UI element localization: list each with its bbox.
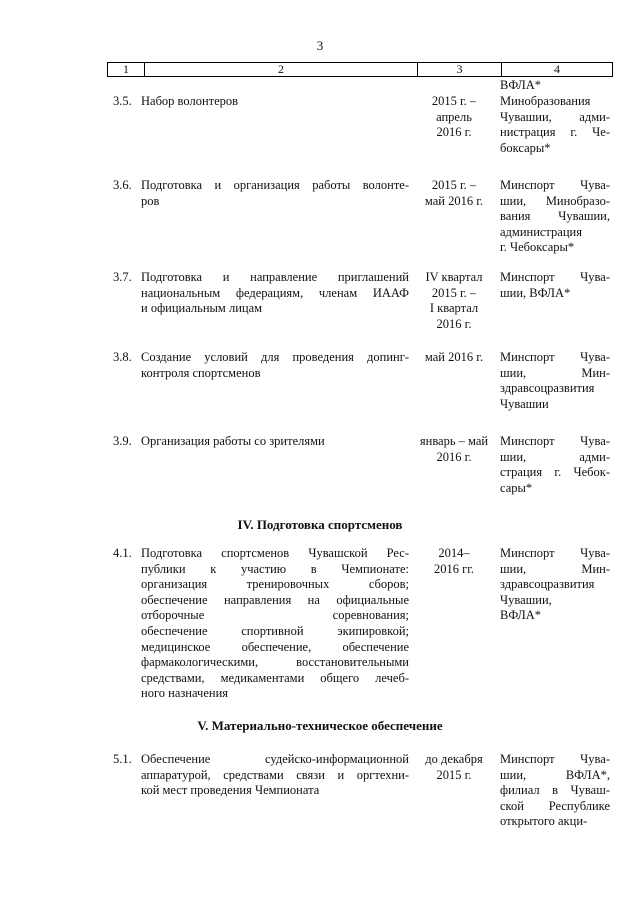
term-text (412, 94, 496, 141)
executor-line: Минспорт Чува- (500, 178, 610, 192)
task-line: и официальным лицам (141, 301, 263, 316)
executor-line: Минобразования (500, 94, 591, 108)
term-text (412, 546, 496, 577)
executor-line: ской Республике (500, 798, 610, 813)
executor-line: г. Чебоксары* (500, 240, 575, 255)
task-line: Подготовка спортсменов Чувашской Рес- (141, 546, 409, 560)
executor-text (500, 434, 610, 496)
executor-line: шии, Минобразо- (500, 193, 610, 208)
task-text (141, 178, 409, 209)
term-line: 2016 г. (436, 449, 472, 464)
executor-line: шии, ВФЛА*, (500, 767, 610, 782)
task-line: организация тренировочных сборов; (141, 577, 409, 592)
task-line: Набор волонтеров (141, 94, 239, 108)
task-line: обеспечение спортивной экипировкой; (141, 623, 409, 638)
term-line: 2015 г. – (431, 94, 477, 108)
term-line: 2016 гг. (433, 561, 475, 576)
executor-text (500, 350, 610, 412)
task-text (141, 434, 409, 450)
row-number: 3.6. (113, 178, 132, 192)
term-line: 2015 г. (436, 767, 472, 782)
executor-line: шии, Мин- (500, 365, 610, 380)
term-line: 2016 г. (436, 316, 472, 331)
executor-line: страция г. Чебок- (500, 465, 610, 480)
executor-line: Минспорт Чува- (500, 752, 610, 766)
task-line: медицинское обеспечение, обеспечение (141, 639, 409, 654)
term-line: май 2016 г. (424, 350, 484, 364)
executor-line: шии, ВФЛА* (500, 285, 571, 300)
executor-line: Минспорт Чува- (500, 350, 610, 364)
header-col-3: 3 (456, 62, 463, 76)
executor-line: Чувашии, адми- (500, 109, 610, 124)
row-number: 3.5. (113, 94, 132, 108)
executor-line: шии, адми- (500, 449, 610, 464)
term-line: май 2016 г. (424, 193, 484, 208)
table-header (107, 62, 613, 77)
task-text (141, 94, 409, 110)
executor-line: ВФЛА* (500, 608, 542, 623)
page-number: 3 (316, 38, 324, 53)
task-line: Обеспечение судейско-информационной (141, 752, 409, 766)
executor-line: открытого акци- (500, 814, 588, 829)
executor-text (500, 178, 610, 256)
task-line: фармакологическими, восстановительными (141, 655, 409, 670)
executor-line: Чувашии, (500, 592, 552, 607)
executor-line: Минспорт Чува- (500, 434, 610, 448)
carry-over-executor: ВФЛА* (500, 78, 542, 92)
header-col-4: 4 (554, 62, 560, 76)
executor-line: Минспорт Чува- (500, 270, 610, 284)
executor-line: шии, Мин- (500, 561, 610, 576)
term-line: январь – май (419, 434, 489, 448)
task-line: публики к участию в Чемпионате: (141, 561, 409, 576)
term-text (412, 178, 496, 209)
row-number: 5.1. (113, 752, 132, 766)
executor-line: здравсоцразвития (500, 381, 595, 396)
task-line: обеспечение направления на официальные (141, 592, 409, 607)
task-line: кой мест проведения Чемпионата (141, 783, 320, 798)
task-text (141, 350, 409, 381)
term-text (412, 350, 496, 366)
task-line: ного назначения (141, 686, 229, 701)
section-heading-5: V. Материально-техническое обеспечение (197, 718, 443, 733)
executor-line: нистрация г. Че- (500, 125, 610, 140)
executor-text (500, 94, 610, 156)
task-line: средствами, медикаментами общего лечеб- (141, 670, 409, 685)
row-number: 4.1. (113, 546, 132, 560)
term-line: 2015 г. – (431, 178, 477, 192)
task-line: Организация работы со зрителями (141, 434, 325, 448)
row-number: 3.9. (113, 434, 132, 448)
term-line: 2016 г. (436, 125, 472, 140)
row-number: 3.7. (113, 270, 132, 284)
term-line: до декабря (425, 752, 483, 766)
term-text (412, 752, 496, 783)
header-col-2: 2 (278, 62, 284, 76)
executor-line: филиал в Чуваш- (500, 783, 610, 798)
task-line: Создание условий для проведения допинг- (141, 350, 409, 364)
term-line: IV квартал (425, 270, 483, 284)
executor-line: Чувашии (500, 396, 549, 411)
task-line: отборочные соревнования; (141, 608, 409, 623)
task-text (141, 752, 409, 799)
term-line: апрель (436, 109, 472, 124)
task-line: ров (141, 193, 160, 208)
task-text (141, 546, 409, 702)
term-text (412, 270, 496, 332)
executor-line: администрация (500, 224, 582, 239)
term-line: I квартал (429, 301, 479, 316)
task-text (141, 270, 409, 317)
executor-line: Минспорт Чува- (500, 546, 610, 560)
executor-line: вания Чувашии, (500, 209, 610, 224)
executor-text (500, 270, 610, 301)
executor-text (500, 546, 610, 624)
task-line: контроля спортсменов (141, 365, 261, 380)
executor-line: сары* (500, 480, 533, 495)
term-line: 2015 г. – (431, 285, 477, 300)
task-line: аппаратурой, средствами связи и оргтехни- (141, 767, 409, 782)
task-line: национальным федерациям, членам ИААФ (141, 285, 409, 300)
term-text (412, 434, 496, 465)
header-col-1: 1 (123, 62, 129, 76)
section-heading-4: IV. Подготовка спортсменов (237, 517, 403, 532)
task-line: Подготовка и организация работы волонте- (141, 178, 409, 192)
executor-line: боксары* (500, 140, 551, 155)
row-number: 3.8. (113, 350, 132, 364)
term-line: 2014– (438, 546, 470, 560)
executor-line: здравсоцразвития (500, 577, 595, 592)
executor-text (500, 752, 610, 830)
task-line: Подготовка и направление приглашений (141, 270, 409, 284)
